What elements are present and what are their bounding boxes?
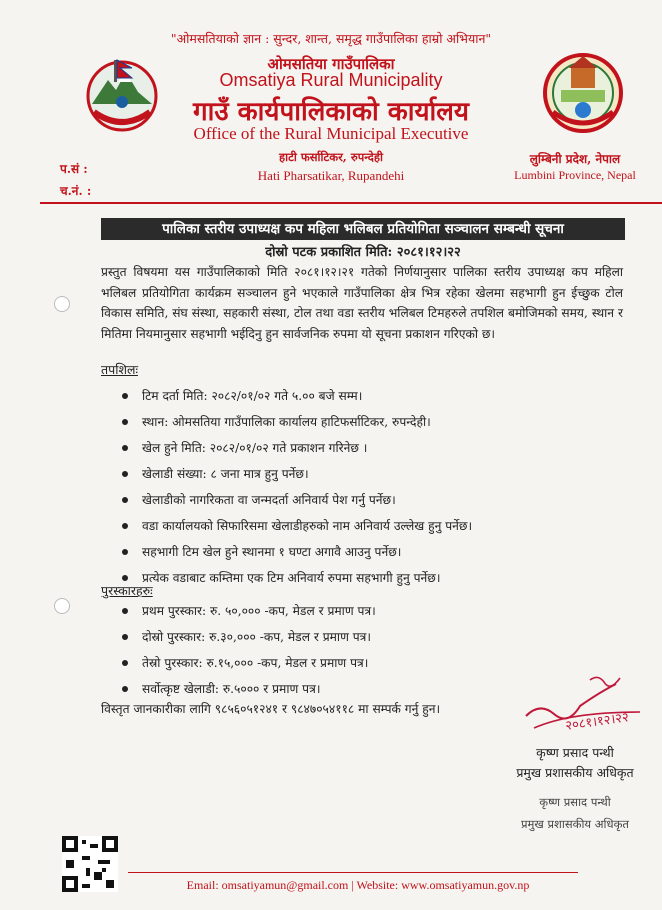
dispatch-number-label: च.नं. : [60,184,92,198]
signatory-name: कृष्ण प्रसाद पन्थी [536,745,614,760]
list-item: प्रथम पुरस्कार: रु. ५०,००० -कप, मेडल र प्रमाण पत्र। [120,598,376,624]
list-item: खेलाडी संख्या: ८ जना मात्र हुनु पर्नेछ। [120,461,472,487]
qr-code-icon [62,836,118,892]
municipality-name-np: ओमसतिया गाउँपालिका [267,55,395,73]
municipality-name-en: Omsatiya Rural Municipality [219,70,443,90]
office-name-en: Office of the Rural Municipal Executive [193,124,469,143]
signatory-title: प्रमुख प्रशासकीय अधिकृत [516,765,634,780]
stamp-name: कृष्ण प्रसाद पन्थी [539,795,611,809]
list-item: खेल हुने मिति: २०८२/०१/०२ गते प्रकाशन गरिनेछ । [120,435,472,461]
details-heading: तपशिलः [101,362,138,377]
reference-block [60,158,91,202]
province-en: Lumbini Province, Nepal [514,168,636,182]
office-name-np: गाउँ कार्यपालिकाको कार्यालय [193,97,469,127]
list-item: खेलाडीको नागरिकता वा जन्मदर्ता अनिवार्य पेश गर्नु पर्नेछ। [120,487,472,513]
header-divider [40,202,662,204]
list-item: टिम दर्ता मिति: २०८२/०१/०२ गते ५.०० बजे सम्म। [120,383,472,409]
list-item: तेस्रो पुरस्कार: रु.१५,००० -कप, मेडल र प्रमाण पत्र। [120,650,376,676]
details-list [120,383,472,591]
slogan: "ओमसतियाको ज्ञान : सुन्दर, शान्त, समृद्ध गाउँपालिका हाम्रो अभियान" [170,31,492,46]
prizes-heading: पुरस्कारहरुः [101,583,153,598]
address-np: हाटी फर्साटिकर, रुपन्देही [279,150,383,164]
contact-line: विस्तृत जानकारीका लागि ९८५६०५१२४१ र ९८४७०५४११८ मा सम्पर्क गर्नु हुन। [101,702,441,716]
footer-divider [128,872,578,873]
ref-number-label: प.सं : [60,162,88,176]
stamp-title: प्रमुख प्रशासकीय अधिकृत [521,817,629,831]
list-item: प्रत्येक वडाबाट कम्तिमा एक टिम अनिवार्य रुपमा सहभागी हुनु पर्नेछ। [120,565,472,591]
list-item: दोस्रो पुरस्कार: रु.३०,००० -कप, मेडल र प्रमाण पत्र। [120,624,376,650]
list-item: वडा कार्यालयको सिफारिसमा खेलाडीहरुको नाम अनिवार्य उल्लेख हुनु पर्नेछ। [120,513,472,539]
signature-icon [520,672,650,742]
prizes-list [120,598,376,702]
list-item: स्थान: ओमसतिया गाउँपालिका कार्यालय हाटिफर्साटिकर, रुपन्देही। [120,409,472,435]
punch-hole [54,296,70,312]
address-en: Hati Pharsatikar, Rupandehi [257,168,405,183]
list-item: सर्वोत्कृष्ट खेलाडी: रु.५००० र प्रमाण पत्र। [120,676,376,702]
notice-body: प्रस्तुत विषयमा यस गाउँपालिकाको मिति २०८१।१२।२१ गतेको निर्णयानुसार पालिका स्तरीय उपाध्यक्ष कप महिला भलिबल प्रतियोगिता कार्यक्रम सञ्चालन हुने भएकाले गाउँपालिका क्षेत्र भित्र रहेका खेलमा सहभागी हुन ईच्छुक टोल विकास समिति, संघ संस्था, सहकारी संस्था, टोल तथा वडा स्तरीय भलिबल टिमहरुले तपशिल बमोजिमको समय, स्थान र मितिमा नियमानुसार सहभागी भईदिनु हुन सार्वजनिक रुपमा यो सूचना प्रकाशन गरिएको छ। [101,265,623,341]
signature-date: २०८१।१२।२२ [564,710,630,734]
punch-hole [54,598,70,614]
list-item: सहभागी टिम खेल हुने स्थानमा १ घण्टा अगावै आउनु पर्नेछ। [120,539,472,565]
province-np: लुम्बिनी प्रदेश, नेपाल [529,152,621,166]
notice-subject: पालिका स्तरीय उपाध्यक्ष कप महिला भलिबल प्रतियोगिता सञ्चालन सम्बन्धी सूचना [101,218,625,240]
reprint-date: दोस्रो पटक प्रकाशित मिति: २०८१।१२।२२ [265,245,461,260]
footer-contact: Email: omsatiyamun@gmail.com | Website: www.omsatiyamun.gov.np [186,878,530,892]
